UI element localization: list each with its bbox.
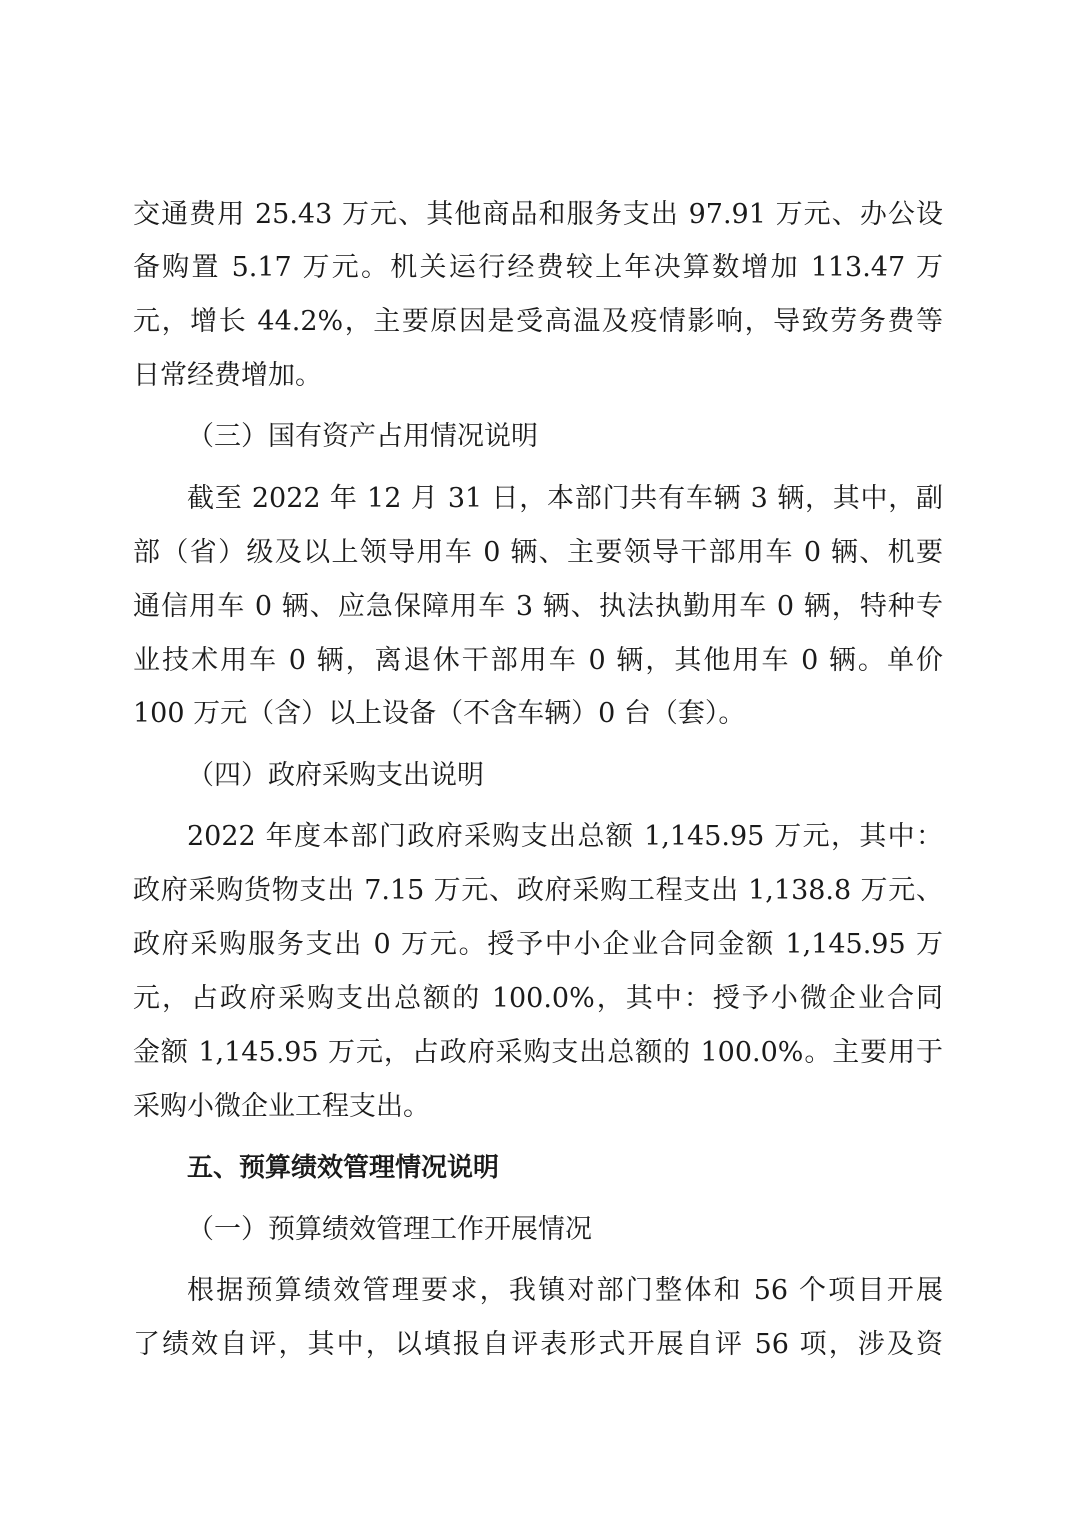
body-text-line: 元，占政府采购支出总额的 100.0%，其中：授予小微企业合同 — [133, 983, 943, 1014]
body-text-line: 2022 年度本部门政府采购支出总额 1,145.95 万元，其中： — [187, 821, 943, 852]
body-text-line: 金额 1,145.95 万元，占政府采购支出总额的 100.0%。主要用于 — [133, 1037, 943, 1068]
body-text-line: 根据预算绩效管理要求，我镇对部门整体和 56 个项目开展 — [187, 1275, 943, 1306]
body-text-line: 交通费用 25.43 万元、其他商品和服务支出 97.91 万元、办公设 — [133, 199, 943, 230]
body-text-line: 备购置 5.17 万元。机关运行经费较上年决算数增加 113.47 万 — [133, 252, 943, 283]
body-text-line: 100 万元（含）以上设备（不含车辆）0 台（套）。 — [133, 698, 746, 729]
body-text-line: 了绩效自评，其中，以填报自评表形式开展自评 56 项，涉及资 — [133, 1329, 943, 1360]
section-heading: 五、预算绩效管理情况说明 — [187, 1153, 500, 1183]
subsection-heading: （四）政府采购支出说明 — [187, 760, 484, 791]
subsection-heading: （三）国有资产占用情况说明 — [187, 421, 538, 452]
body-text-line: 采购小微企业工程支出。 — [133, 1091, 430, 1122]
body-text-line: 通信用车 0 辆、应急保障用车 3 辆、执法执勤用车 0 辆，特种专 — [133, 591, 943, 622]
body-text-line: 截至 2022 年 12 月 31 日，本部门共有车辆 3 辆，其中，副 — [187, 483, 943, 514]
body-text-line: 部（省）级及以上领导用车 0 辆、主要领导干部用车 0 辆、机要 — [133, 537, 943, 568]
body-text-line: 业技术用车 0 辆，离退休干部用车 0 辆，其他用车 0 辆。单价 — [133, 645, 943, 676]
body-text-line: 政府采购货物支出 7.15 万元、政府采购工程支出 1,138.8 万元、 — [133, 875, 943, 906]
body-text-line: 日常经费增加。 — [133, 360, 322, 391]
body-text-line: 政府采购服务支出 0 万元。授予中小企业合同金额 1,145.95 万 — [133, 929, 943, 960]
subsection-heading: （一）预算绩效管理工作开展情况 — [187, 1214, 592, 1245]
body-text-line: 元，增长 44.2%，主要原因是受高温及疫情影响，导致劳务费等 — [133, 306, 943, 337]
